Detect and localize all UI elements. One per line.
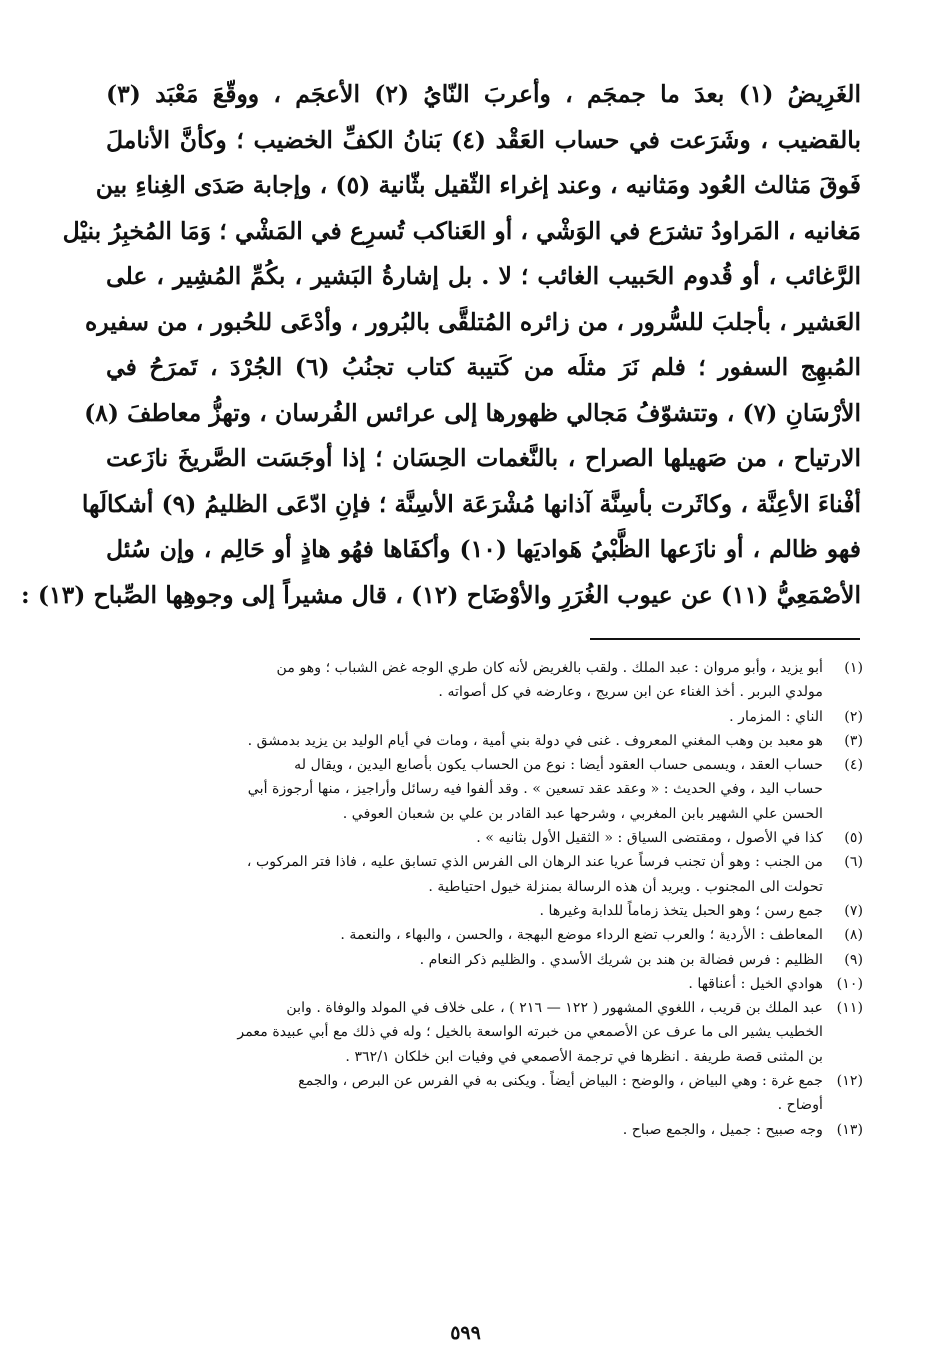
main-text-line: فَوقَ مَثالث العُود ومَثانيه ، وعند إغراء الثّقيل بثّانية (٥) ، وإجابة صَدَى الغِناءِ بين [95, 171, 861, 199]
footnote-text-line: وجه صبيح : جميل ، والجمع صباح . [622, 1121, 823, 1138]
footnote [100, 923, 863, 947]
footnote [100, 850, 863, 899]
footnote-number: (١٣) [836, 1121, 863, 1138]
footnote-text-line: الحسن علي الشهير بابن المغربي ، وشرحها عبد القادر بن علي بن شعبان العوفي . [342, 805, 823, 822]
footnote-text [100, 923, 823, 947]
footnote-text [100, 753, 823, 826]
footnote-number: (١) [844, 660, 863, 676]
main-text-line: العَشير ، بأجلبَ للسُّرور ، من زائره المُتلقَّى بالبُرور ، وأدْعَى للحُبور ، من سفيره [84, 307, 861, 336]
footnote-number: (١٢) [836, 1073, 863, 1090]
footnote-text-line: عبد الملك بن قريب ، اللغوي المشهور ( ١٢٢ — ٢١٦ ) ، على خلاف في المولد والوفاة . وابن [286, 1000, 823, 1017]
footnote-text-line: جمع رسن ؛ وهو الحبل يتخذ زماماً للدابة وغيرها . [539, 902, 823, 919]
footnote-text-line: حساب العقد ، ويسمى حساب العقود أيضا : نوع من الحساب يكون بأصابع اليدين ، ويقال له [294, 757, 823, 774]
footnote-text-line: أوضاح . [777, 1097, 823, 1114]
footnote-text [100, 826, 823, 850]
footnote-number: (١٠) [836, 975, 863, 992]
main-text-line: الأرْسَانِ (٧) ، وتتشوّفُ مَجالي ظهورها إلى عرائس الفُرسان ، وتهزُّ معاطفَ (٨) [84, 398, 861, 427]
main-text-line: بالقضيب ، وشَرَعت في حساب العَقْد (٤) بَنانُ الكفِّ الخضيب ؛ وكأنَّ الأناملَ [106, 125, 861, 154]
footnote-number: (٦) [844, 854, 863, 871]
main-text-line: المُبهِج السفور ؛ فلم نَرَ مثلَه من كَتيبة كتاب تجنُبُ (٦) الجُرْدَ ، تَمرَحُ في [106, 353, 861, 381]
footnote-number: (٧) [844, 902, 863, 919]
footnote-text-line: المعاطف : الأردية ؛ والعرب تضع الرداء موضع البهجة ، والحسن ، والبهاء ، والنعمة . [340, 927, 823, 944]
footnote [100, 656, 863, 705]
footnote-text-line: هوادي الخيل : أعناقها . [688, 975, 823, 992]
footnote [100, 1118, 863, 1142]
main-text-line: فهو ظالم ، أو نازَعها الظَّبْيُ هَواديَها (١٠) وأكفَاها فهُو هاذٍ أو حَالِم ، وإن سُئل [106, 535, 861, 563]
footnote [100, 826, 863, 850]
footnote-text-line: الظليم : فرس فضالة بن هند بن شريك الأسدي . والظليم ذكر النعام . [419, 951, 823, 968]
footnote [100, 705, 863, 729]
footnote-text-line: الناي : المزمار . [729, 708, 823, 725]
footnote-number: (٩) [844, 951, 863, 968]
footnotes [100, 656, 863, 1142]
footnote-text-line: كذا في الأصول ، ومقتضى السياق : « الثقيل الأول بثانيه » . [476, 830, 823, 847]
footnote-text-line: حساب اليد ، وفي الحديث : « وعقد عقد تسعين » . وقد ألفوا فيه رسائل وأراجيز ، منها أرجوزة أبي [247, 781, 823, 798]
footnote-text [100, 656, 823, 705]
footnote-separator [590, 638, 860, 640]
main-text-line: الرَّغائب ، أو قُدوم الحَبيب الغائب ؛ لا . بل إشارةُ البَشير ، بكُمِّ المُشِير ، على [106, 262, 861, 290]
main-text-line: الارتياح ، من صَهيلها الصراح ، بالنَّغمات الحِسَان ؛ إذا أوجَسَت الصَّريخَ نازَعت [106, 444, 861, 472]
footnote-text-line: مولدي البربر . أخذ الغناء عن ابن سريج ، وعارضه في كل أصواته . [438, 684, 823, 701]
main-text-line: الأصْمَعِيُّ (١١) عن عيوب الغُرَرِ والأوْضَاح (١٢) ، قال مشيراً إلى وجوهِها الصِّباح (١٣) : [21, 580, 861, 609]
footnote-number: (٣) [844, 732, 863, 749]
footnote-text-line: هو معبد بن وهب المغني المعروف . غنى في دولة بني أمية ، ومات في أيام الوليد بن يزيد بدمشق . [247, 732, 823, 749]
footnote [100, 972, 863, 996]
footnote-text [100, 899, 823, 923]
footnote [100, 948, 863, 972]
main-text-line: أفْناءَ الأعِنَّة ، وكاثَرت بأسِنَّة آذانها مُشْرَعَة الأسِنَّة ؛ فإنِ ادّعَى الظليمُ (٩) أشكالَها [81, 489, 861, 518]
footnote-number: (١١) [836, 1000, 863, 1017]
footnote-text-line: الخطيب يشير الى ما عرف عن الأصمعي من خبرته الواسعة بالخيل ؛ وله في ذلك مع أبي عبيدة معمر [237, 1024, 823, 1041]
main-text-line: الغَرِيضُ (١) بعدَ ما جمجَم ، وأعربَ النّايُ (٢) الأعجَم ، ووقّعَ مَعْبَد (٣) [106, 80, 861, 108]
footnote-text-line: أبو يزيد ، وأبو مروان : عبد الملك . ولقب بالغريض لأنه كان طري الوجه غض الشباب ؛ وهو من [276, 660, 823, 676]
footnote-number: (٨) [844, 927, 863, 944]
footnote-text [100, 996, 823, 1069]
footnote [100, 753, 863, 826]
footnote-text [100, 972, 823, 996]
footnote-number: (٥) [844, 830, 863, 847]
footnote-text [100, 1069, 823, 1118]
footnote-text-line: تحولت الى المجنوب . ويريد أن هذه الرسالة بمنزلة خيول احتياطية . [428, 878, 823, 895]
footnote-number: (٤) [844, 757, 863, 774]
page-number: ٥٩٩ [450, 1322, 481, 1344]
footnote-number: (٢) [844, 708, 863, 725]
main-text-line: مَغانيه ، المَراودُ تشرَع في الوَشْي ، أو العَناكب تُسرِع في المَشْي ؛ وَمَا المُخبِرُ بنيْل [62, 216, 861, 245]
footnote-text [100, 850, 823, 899]
footnote-text [100, 705, 823, 729]
footnote [100, 1069, 863, 1118]
footnote-text-line: بن المثنى قصة طريفة . انظرها في ترجمة الأصمعي في وفيات ابن خلكان ٣٦٢/١ . [345, 1048, 823, 1065]
footnote [100, 996, 863, 1069]
main-text [21, 72, 861, 618]
footnote-text [100, 948, 823, 972]
footnote-text [100, 729, 823, 753]
footnote-text [100, 1118, 823, 1142]
footnote [100, 729, 863, 753]
footnote [100, 899, 863, 923]
footnote-text-line: من الجنب : وهو أن تجنب فرساً عريا عند الرهان الى الفرس الذي تسابق عليه ، فاذا فتر المركوب ، [246, 854, 823, 871]
footnote-text-line: جمع غرة : وهي البياض ، والوضح : البياض أيضاً . ويكنى به في الفرس عن البرص ، والجمع [298, 1073, 823, 1090]
